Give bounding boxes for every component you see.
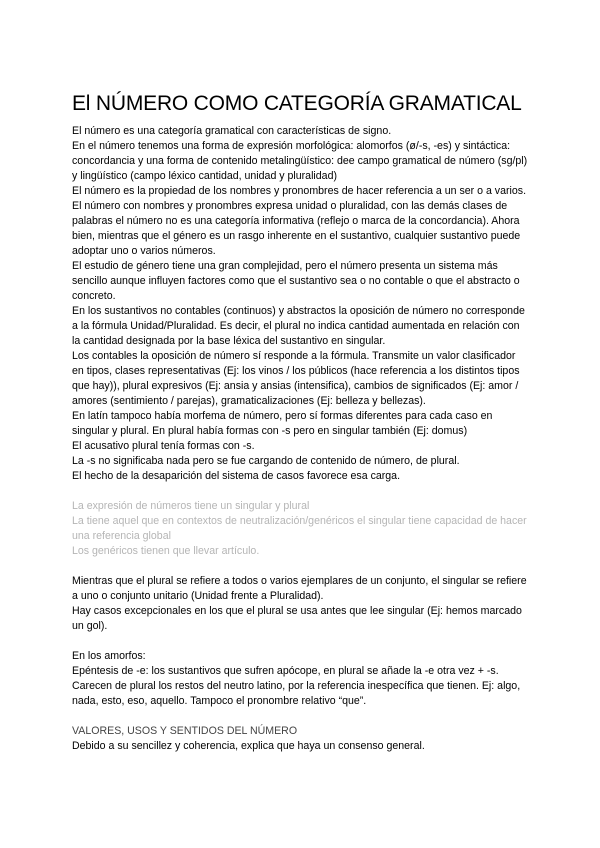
paragraph: Carecen de plural los restos del neutro latino, por la referencia inespecífica que tienen. Ej: algo, nada, esto, eso, aquello. Tampoco el pronombre relativo “que”. [72,680,521,707]
paragraph: La -s no significaba nada pero se fue cargando de contenido de número, de plural. [72,455,460,467]
paragraph: En el número tenemos una forma de expresión morfológica: alomorfos (ø/-s, -es) y sintáctica: concordancia y una forma de contenido metalingüístico: dee campo gramatical de número (sg/pl) y lingüístico (campo léxico cantidad, unidad y pluralidad) [72,140,528,182]
paragraph: El número es una categoría gramatical con características de signo. [72,125,392,137]
paragraph: Los contables la oposición de número sí responde a la fórmula. Transmite un valor clasificador en tipos, clases representativas (Ej: los vinos / los públicos (hace referencia a los distintos tipos que hay)), plural expresivos (Ej: ansia y ansias (intensifica), cambios de significados (Ej: amor / amores (sentimiento / parejas), gramaticalizaciones (Ej: belleza y bellezas). [72,350,520,407]
document-body [72,124,528,754]
amorfos-heading: En los amorfos: [72,650,146,662]
paragraph: El acusativo plural tenía formas con -s. [72,440,255,452]
spacer [72,559,528,574]
paragraph: En latín tampoco había morfema de número, pero sí formas diferentes para cada caso en singular y plural. En plural había formas con -s pero en singular también (Ej: domus) [72,410,493,437]
muted-paragraph: La tiene aquel que en contextos de neutralización/genéricos el singular tiene capacidad de hacer una referencia global [72,515,527,542]
paragraph: Epéntesis de -e: los sustantivos que sufren apócope, en plural se añade la -e otra vez + -s. [72,665,499,677]
page-title: El NÚMERO COMO CATEGORÍA GRAMATICAL [72,92,522,115]
spacer [72,484,528,499]
muted-paragraph: La expresión de números tiene un singular y plural [72,500,310,512]
paragraph: El estudio de género tiene una gran complejidad, pero el número presenta un sistema más sencillo aunque influyen factores como que el sustantivo sea o no contable o que el abstracto o concreto. [72,260,520,302]
paragraph: En los sustantivos no contables (continuos) y abstractos la oposición de número no corresponde a la fórmula Unidad/Pluralidad. Es decir, el plural no indica cantidad aumentada en relación con la cantidad designada por la base léxica del sustantivo en singular. [72,305,525,347]
muted-paragraph: Los genéricos tienen que llevar artículo. [72,545,260,557]
paragraph: Mientras que el plural se refiere a todos o varios ejemplares de un conjunto, el singular se refiere a uno o conjunto unitario (Unidad frente a Pluralidad). [72,575,527,602]
spacer [72,709,528,724]
paragraph: El número con nombres y pronombres expresa unidad o pluralidad, con las demás clases de palabras el número no es una categoría informativa (reflejo o marca de la concordancia). Ahora bien, mientras que el género es un rasgo inherente en el sustantivo, cualquier sustantivo puede adoptar uno o varios números. [72,200,521,257]
spacer [72,634,528,649]
section-heading: VALORES, USOS Y SENTIDOS DEL NÚMERO [72,725,298,737]
paragraph: El número es la propiedad de los nombres y pronombres de hacer referencia a un ser o a varios. [72,185,527,197]
paragraph: Debido a su sencillez y coherencia, explica que haya un consenso general. [72,740,425,752]
paragraph: Hay casos excepcionales en los que el plural se usa antes que lee singular (Ej: hemos marcado un gol). [72,605,522,632]
paragraph: El hecho de la desaparición del sistema de casos favorece esa carga. [72,470,401,482]
